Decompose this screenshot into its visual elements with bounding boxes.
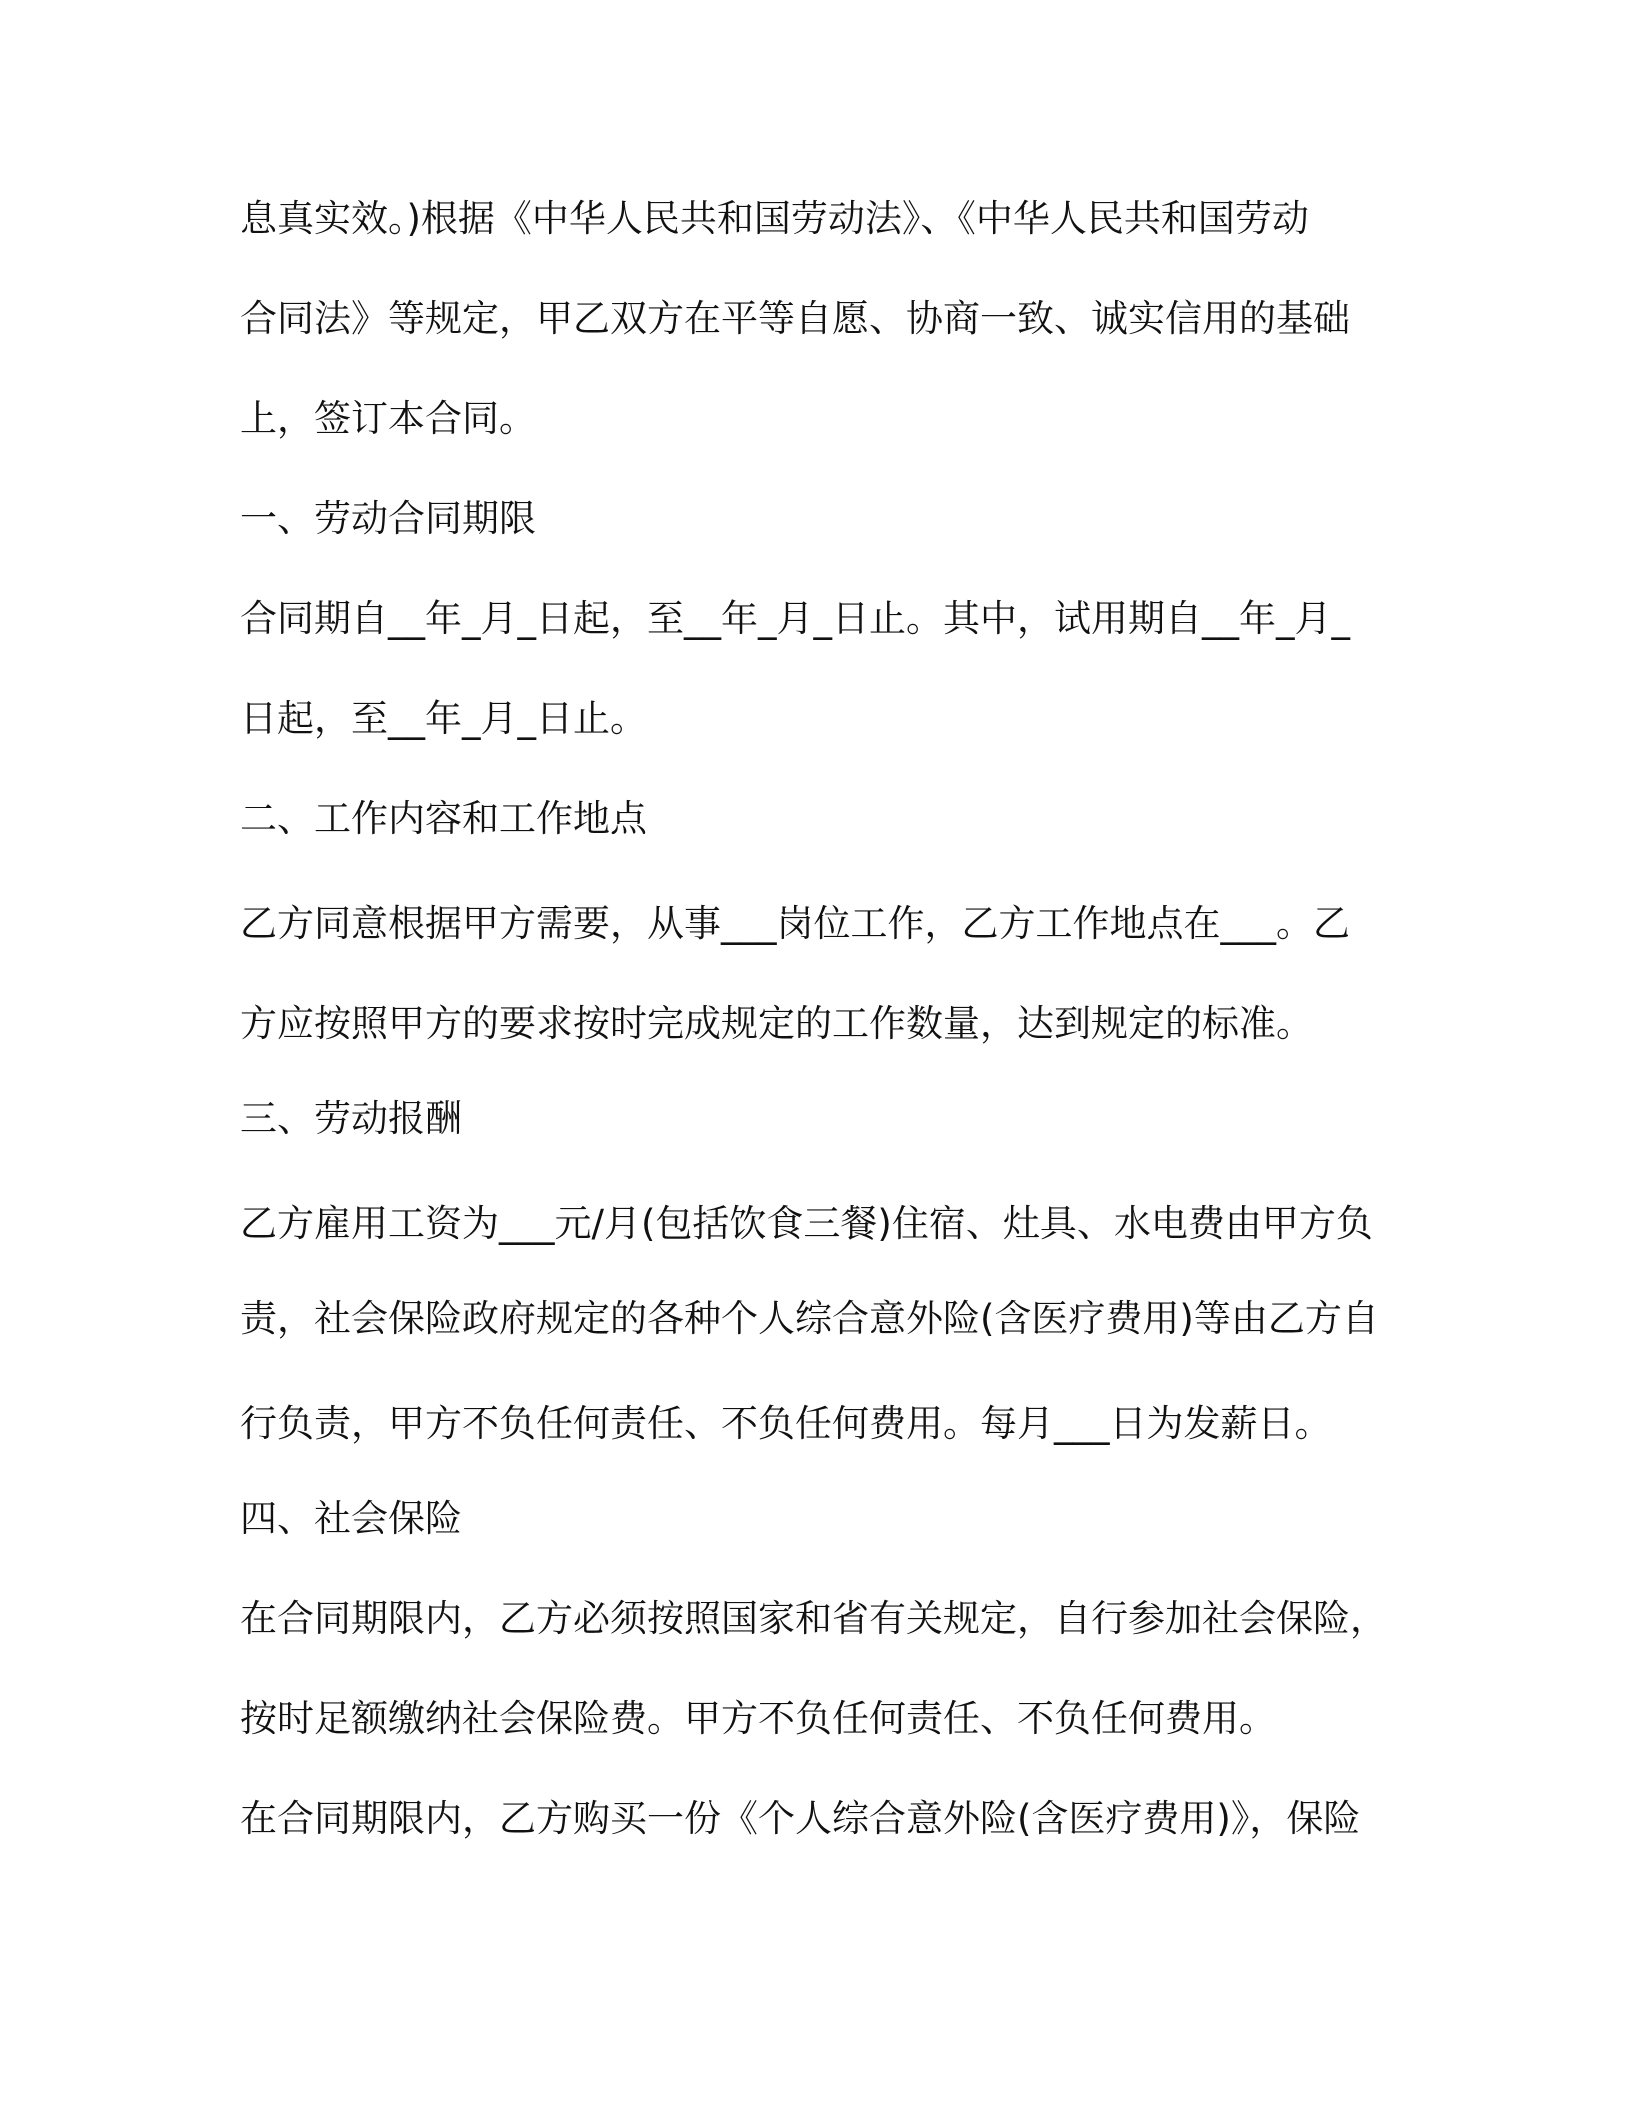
section-heading: 一、劳动合同期限 — [240, 497, 536, 540]
text-line: 乙方雇用工资为___元/月(包括饮食三餐)住宿、灶具、水电费由甲方负 — [240, 1202, 1373, 1245]
text-line: 在合同期限内，乙方购买一份《个人综合意外险(含医疗费用)》，保险 — [240, 1797, 1361, 1840]
section-heading: 二、工作内容和工作地点 — [240, 797, 647, 840]
text-line: 上，签订本合同。 — [240, 397, 536, 440]
text-line: 方应按照甲方的要求按时完成规定的工作数量，达到规定的标准。 — [240, 1002, 1313, 1045]
text-line: 日起，至__年_月_日止。 — [240, 697, 647, 740]
text-line: 在合同期限内，乙方必须按照国家和省有关规定，自行参加社会保险， — [240, 1597, 1387, 1640]
section-heading: 三、劳动报酬 — [240, 1097, 462, 1140]
text-line: 责，社会保险政府规定的各种个人综合意外险(含医疗费用)等由乙方自 — [240, 1297, 1379, 1340]
section-heading: 四、社会保险 — [240, 1497, 462, 1540]
text-line: 按时足额缴纳社会保险费。甲方不负任何责任、不负任何费用。 — [240, 1697, 1276, 1740]
text-line: 乙方同意根据甲方需要，从事___岗位工作，乙方工作地点在___。乙 — [240, 902, 1350, 945]
text-line: 行负责，甲方不负任何责任、不负任何费用。每月___日为发薪日。 — [240, 1402, 1332, 1445]
text-line: 合同期自__年_月_日起，至__年_月_日止。其中，试用期自__年_月_ — [240, 597, 1350, 640]
text-line: 合同法》等规定，甲乙双方在平等自愿、协商一致、诚实信用的基础 — [240, 297, 1350, 340]
text-line: 息真实效。)根据《中华人民共和国劳动法》、《中华人民共和国劳动 — [240, 197, 1309, 240]
